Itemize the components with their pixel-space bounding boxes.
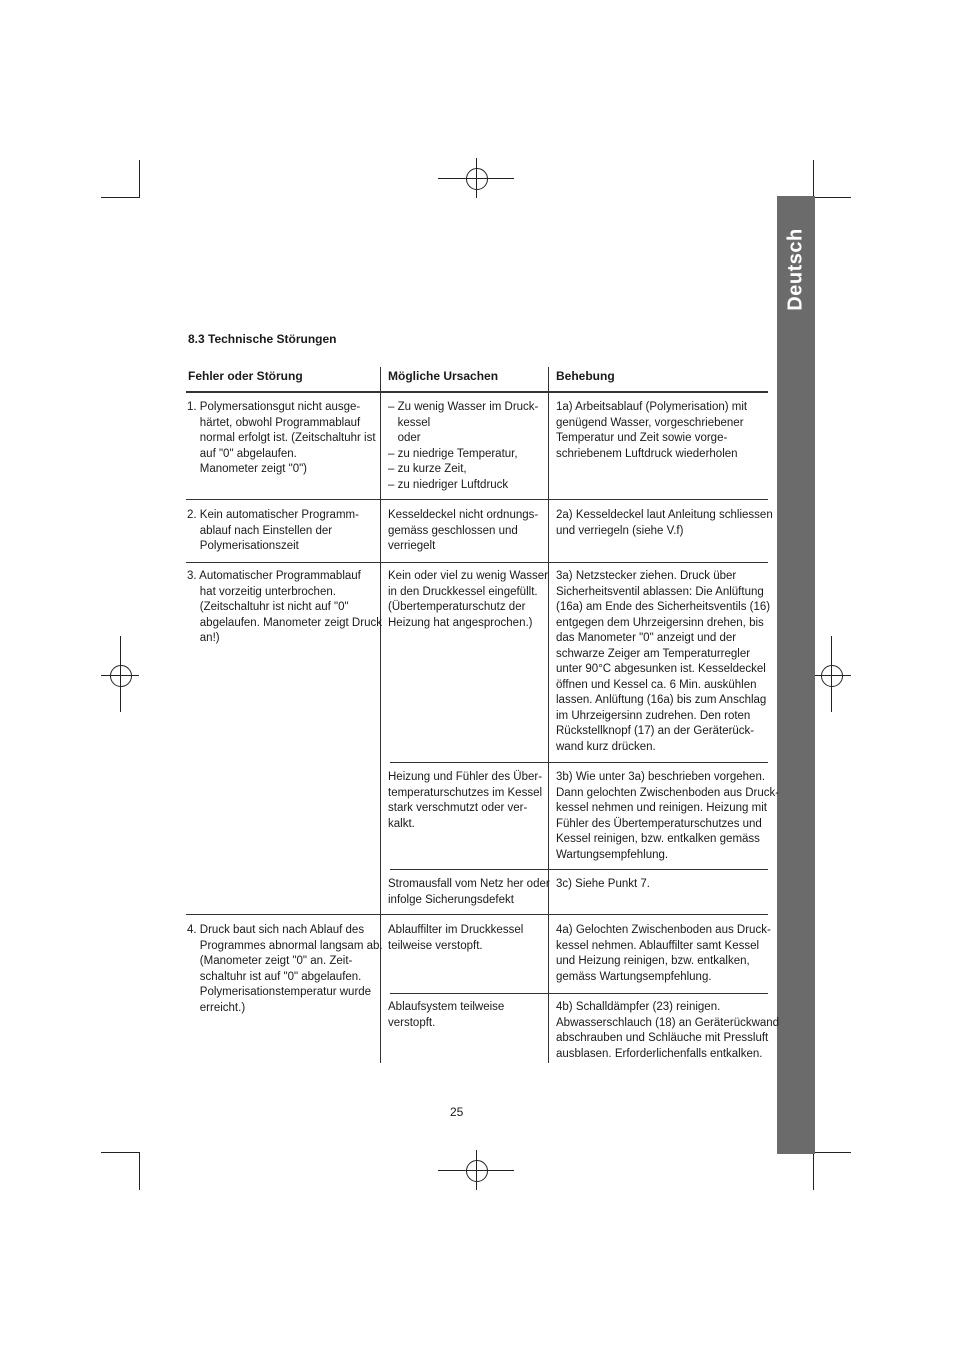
language-side-tab (777, 196, 815, 1154)
cause-cell: Ablauffilter im Druckkessel teilweise verstopft. (388, 924, 524, 952)
header-rule (186, 391, 768, 393)
section-title: 8.3 Technische Störungen (188, 332, 337, 346)
crop-mark (813, 1152, 851, 1153)
column-header-causes: Mögliche Ursachen (388, 369, 499, 383)
crop-mark (139, 1152, 140, 1190)
column-header-fault: Fehler oder Störung (188, 369, 303, 383)
crop-mark (101, 1152, 139, 1153)
cause-cell: Stromausfall vom Netz her oder infolge Sicherungsdefekt (388, 878, 550, 906)
fault-cell: 1. Polymersationsgut nicht ausge- härtet, obwohl Programmablauf normal erfolgt ist. (Zeitschaltuhr ist auf "0" abgelaufen. Manometer zeigt "0") (187, 401, 376, 475)
fault-cell: 3. Automatischer Programmablauf hat vorzeitig unterbrochen. (Zeitschaltuhr ist nicht auf "0" abgelaufen. Manometer zeigt Druck an!) (187, 570, 382, 644)
row-divider (186, 562, 768, 563)
cause-cell: Kesseldeckel nicht ordnungs- gemäss geschlossen und verriegelt (388, 509, 539, 552)
column-header-remedy: Behebung (556, 369, 615, 383)
cause-cell: Kein oder viel zu wenig Wasser in den Druckkessel eingefüllt. (Übertemperaturschutz der Heizung hat angesprochen.) (388, 570, 549, 629)
column-divider (548, 367, 549, 392)
cause-cell: Heizung und Fühler des Über- temperaturschutzes im Kessel stark verschmutzt oder ver- kalkt. (388, 771, 543, 830)
sub-row-divider (390, 762, 768, 763)
column-divider (548, 393, 549, 1063)
language-tab-label: Deutsch (784, 228, 807, 311)
fault-cell: 4. Druck baut sich nach Ablauf des Programmes abnormal langsam ab. (Manometer zeigt "0" an. Zeit- schaltuhr ist auf "0" abgelaufen. Polymerisationstemperatur wurde erreicht.) (187, 924, 383, 1014)
remedy-cell: 1a) Arbeitsablauf (Polymerisation) mit genügend Wasser, vorgeschriebener Temperatur und Zeit sowie vorge- schriebenem Luftdruck wiederholen (556, 401, 748, 460)
row-divider (186, 499, 768, 500)
remedy-cell: 3a) Netzstecker ziehen. Druck über Sicherheitsventil ablassen: Die Anlüftung (16a) am Ende des Sicherheitsventils (16) entgegen dem Uhrzeigersinn drehen, bis das Manometer "0" anzeigt und der schwarze Zeiger am Temperaturregler unter 90°C abgesunken ist. Kesseldeckel öffnen und Kessel ca. 6 Min. auskühlen lassen. Anlüftung (16a) bis zum Anschlag im Uhrzeigersinn zudrehen. Den roten Rückstellknopf (17) an der Geräterück- wand kurz drücken. (556, 570, 771, 753)
crop-mark (101, 197, 139, 198)
cause-cell: Ablaufsystem teilweise verstopft. (388, 1001, 505, 1029)
row-divider (186, 914, 768, 915)
cause-cell: – Zu wenig Wasser im Druck- kessel oder – zu niedrige Temperatur, – zu kurze Zeit, – zu niedriger Luftdruck (388, 401, 539, 491)
crop-mark (813, 197, 851, 198)
fault-cell: 2. Kein automatischer Programm- ablauf nach Einstellen der Polymerisationszeit (187, 509, 359, 552)
sub-row-divider (390, 993, 768, 994)
crop-mark (813, 1152, 814, 1190)
sub-row-divider (390, 869, 768, 870)
crop-mark (813, 160, 814, 198)
remedy-cell: 3b) Wie unter 3a) beschrieben vorgehen. Dann gelochten Zwischenboden aus Druck- kessel nehmen und reinigen. Heizung mit Fühler des Übertemperaturschutzes und Kessel reinigen, bzw. entkalken gemäss Wartungsempfehlung. (556, 771, 780, 861)
remedy-cell: 2a) Kesseldeckel laut Anleitung schliessen und verriegeln (siehe V.f) (556, 509, 773, 537)
remedy-cell: 4a) Gelochten Zwischenboden aus Druck- kessel nehmen. Ablauffilter samt Kessel und Heizung reinigen, bzw. entkalken, gemäss Wartungsempfehlung. (556, 924, 771, 983)
crop-mark (139, 160, 140, 198)
remedy-cell: 4b) Schalldämpfer (23) reinigen. Abwasserschlauch (18) an Geräterückwand abschrauben und Schläuche mit Pressluft ausblasen. Erforderlichenfalls entkalken. (556, 1001, 780, 1060)
page-number: 25 (450, 1105, 464, 1119)
remedy-cell: 3c) Siehe Punkt 7. (556, 878, 650, 890)
column-divider (380, 367, 381, 392)
